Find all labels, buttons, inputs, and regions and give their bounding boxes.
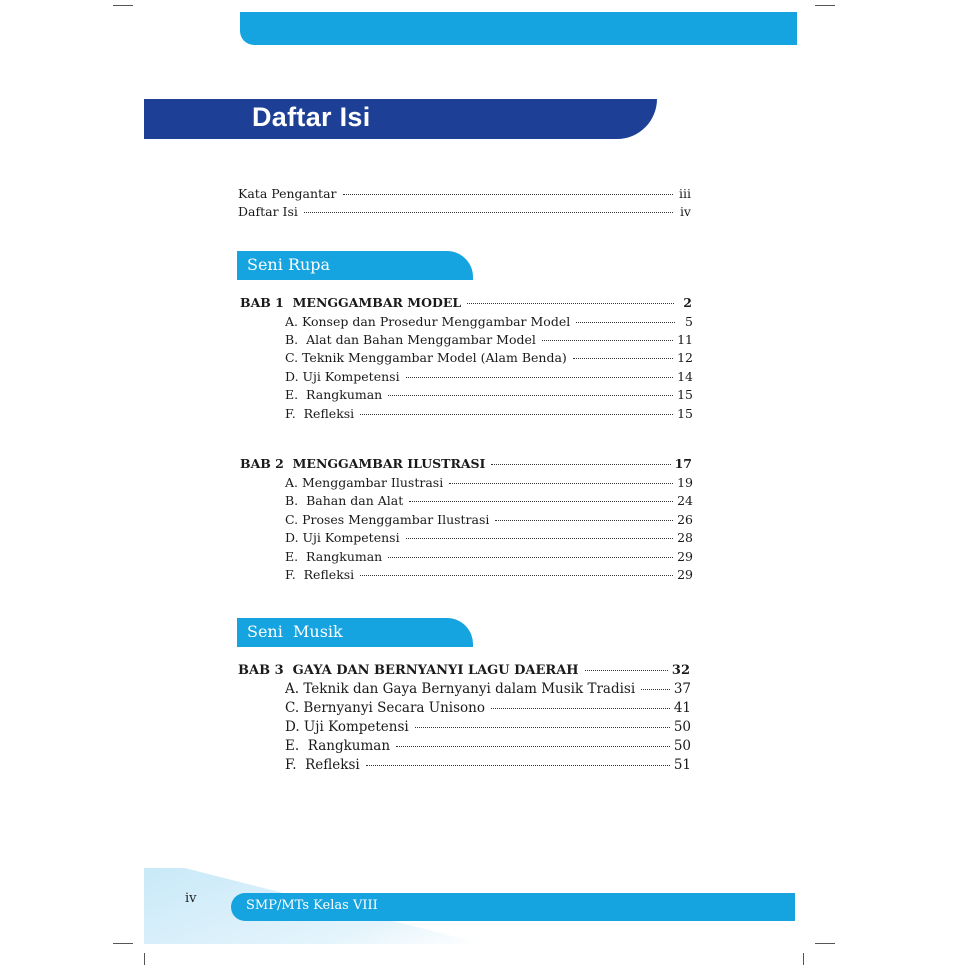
leader-dots: [573, 358, 673, 359]
toc-entry-page: 15: [677, 406, 693, 421]
toc-entry-label: A. Menggambar Ilustrasi: [285, 475, 444, 490]
leader-dots: [388, 395, 673, 396]
crop-mark: [113, 5, 133, 6]
toc-entry[interactable]: [285, 738, 691, 754]
toc-entry-label: C. Proses Menggambar Ilustrasi: [285, 512, 490, 527]
leader-dots: [360, 414, 673, 415]
toc-chapter-label: BAB 1 MENGGAMBAR MODEL: [240, 295, 462, 310]
toc-entry[interactable]: [285, 493, 693, 508]
toc-entry-page: iv: [679, 204, 691, 219]
header-accent-bar: [240, 12, 797, 45]
leader-dots: [366, 765, 670, 766]
toc-entry-page: 29: [677, 549, 693, 564]
leader-dots: [495, 520, 673, 521]
toc-entry[interactable]: [285, 369, 693, 384]
toc-entry-label: F. Refleksi: [285, 406, 355, 421]
toc-entry[interactable]: [285, 350, 693, 365]
toc-entry-page: 41: [673, 700, 691, 716]
toc-entry-label: D. Uji Kompetensi: [285, 369, 400, 384]
toc-entry[interactable]: [285, 314, 693, 329]
title-banner: [144, 99, 657, 139]
toc-entry[interactable]: [285, 549, 693, 564]
crop-mark: [803, 953, 804, 965]
leader-dots: [406, 377, 674, 378]
toc-entry[interactable]: [285, 530, 693, 545]
book-label: SMP/MTs Kelas VIII: [246, 898, 378, 913]
toc-entry-page: 11: [677, 332, 693, 347]
page-number: iv: [185, 891, 197, 906]
toc-entry[interactable]: [285, 475, 693, 490]
leader-dots: [360, 575, 673, 576]
toc-entry-page: 5: [685, 314, 693, 329]
crop-mark: [815, 5, 835, 6]
toc-entry[interactable]: [285, 719, 691, 735]
toc-entry-label: F. Refleksi: [285, 757, 360, 773]
section-header-seni-musik: [237, 618, 473, 647]
toc-chapter-label: BAB 3 GAYA DAN BERNYANYI LAGU DAERAH: [238, 663, 579, 678]
toc-entry[interactable]: [285, 332, 693, 347]
toc-entry-label: F. Refleksi: [285, 567, 355, 582]
crop-mark: [815, 943, 835, 944]
toc-entry[interactable]: [285, 387, 693, 402]
section-header-seni-rupa: [237, 251, 473, 280]
section-title: Seni Rupa: [247, 255, 331, 274]
toc-entry-page: 37: [673, 681, 691, 697]
leader-dots: [576, 322, 675, 323]
toc-chapter[interactable]: [240, 456, 692, 471]
leader-dots: [641, 689, 670, 690]
leader-dots: [491, 708, 670, 709]
toc-entry-label: D. Uji Kompetensi: [285, 719, 409, 735]
leader-dots: [449, 483, 673, 484]
toc-chapter-label: BAB 2 MENGGAMBAR ILUSTRASI: [240, 456, 486, 471]
toc-entry-page: 28: [677, 530, 693, 545]
toc-entry[interactable]: [285, 757, 691, 773]
toc-entry[interactable]: [285, 406, 693, 421]
crop-mark: [144, 953, 145, 965]
leader-dots: [396, 746, 670, 747]
toc-entry-label: D. Uji Kompetensi: [285, 530, 400, 545]
toc-entry-page: 24: [677, 493, 693, 508]
toc-entry-label: E. Rangkuman: [285, 387, 383, 402]
toc-entry-page: 29: [677, 567, 693, 582]
toc-chapter-page: 17: [674, 456, 692, 471]
leader-dots: [304, 212, 673, 213]
toc-entry-page: 26: [677, 512, 693, 527]
section-title: Seni Musik: [247, 622, 343, 641]
toc-entry-page: iii: [679, 186, 691, 201]
toc-entry-label: C. Teknik Menggambar Model (Alam Benda): [285, 350, 567, 365]
toc-entry-label: E. Rangkuman: [285, 738, 391, 754]
leader-dots: [542, 340, 673, 341]
toc-entry-page: 19: [677, 475, 693, 490]
page-title: Daftar Isi: [252, 102, 371, 132]
toc-chapter[interactable]: [240, 295, 692, 310]
toc-entry-page: 15: [677, 387, 693, 402]
toc-entry-page: 51: [673, 757, 691, 773]
toc-entry-label: B. Bahan dan Alat: [285, 493, 404, 508]
toc-entry[interactable]: [285, 567, 693, 582]
leader-dots: [406, 538, 674, 539]
toc-entry-label: B. Alat dan Bahan Menggambar Model: [285, 332, 536, 347]
toc-entry-label: A. Konsep dan Prosedur Menggambar Model: [285, 314, 571, 329]
footer-bar: [231, 893, 795, 921]
toc-entry-page: 50: [673, 738, 691, 754]
leader-dots: [491, 464, 670, 465]
leader-dots: [388, 557, 673, 558]
toc-entry-page: 50: [673, 719, 691, 735]
leader-dots: [467, 303, 674, 304]
toc-entry-label: Kata Pengantar: [238, 186, 337, 201]
toc-entry[interactable]: [285, 681, 691, 697]
toc-entry-page: 12: [677, 350, 693, 365]
leader-dots: [343, 194, 674, 195]
toc-entry-label: C. Bernyanyi Secara Unisono: [285, 700, 486, 716]
toc-entry[interactable]: [285, 700, 691, 716]
toc-entry-label: E. Rangkuman: [285, 549, 383, 564]
toc-entry-label: A. Teknik dan Gaya Bernyanyi dalam Musik Tradisi: [285, 681, 636, 697]
leader-dots: [415, 727, 670, 728]
toc-entry[interactable]: [238, 186, 691, 201]
toc-entry-page: 14: [677, 369, 693, 384]
crop-mark: [113, 943, 133, 944]
toc-entry-label: Daftar Isi: [238, 204, 298, 219]
toc-chapter-page: 32: [671, 663, 690, 678]
toc-entry[interactable]: [238, 204, 691, 219]
toc-entry[interactable]: [285, 512, 693, 527]
leader-dots: [409, 501, 673, 502]
leader-dots: [585, 670, 668, 671]
toc-chapter[interactable]: [238, 663, 690, 678]
toc-chapter-page: 2: [683, 295, 692, 310]
